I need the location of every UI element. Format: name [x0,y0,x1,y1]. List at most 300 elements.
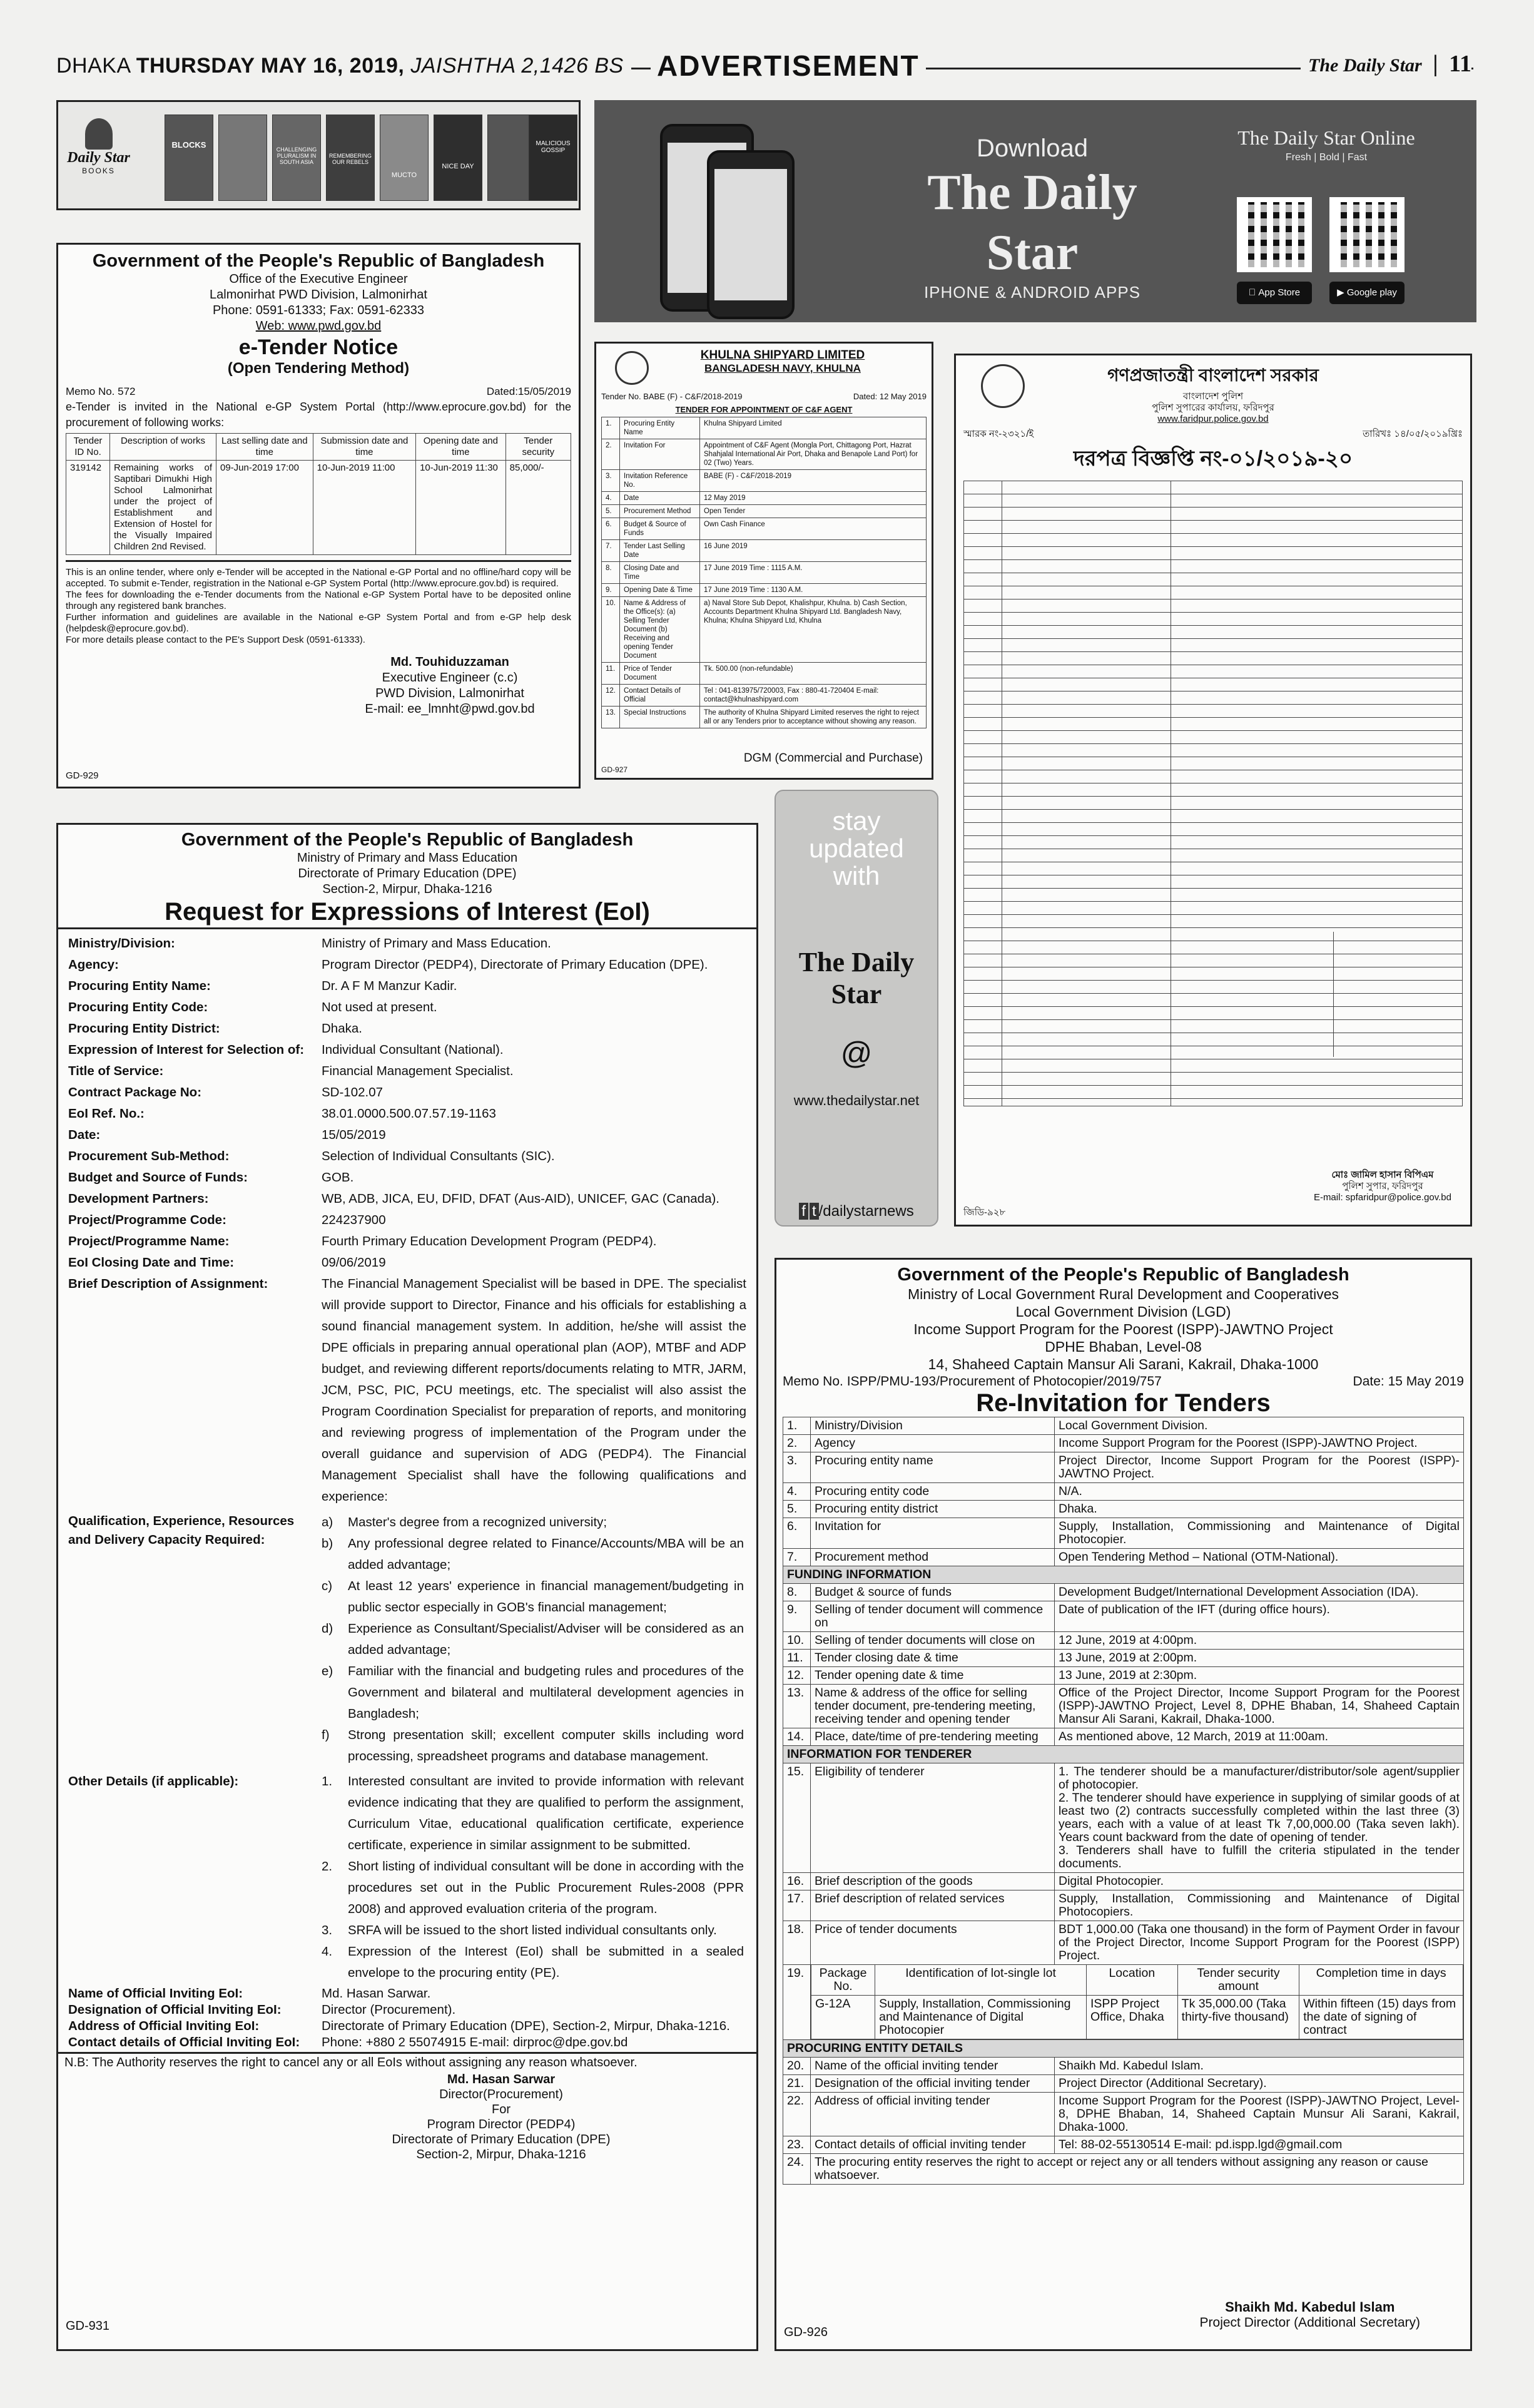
twitter-icon[interactable]: t [810,1203,819,1220]
row-number: 4. [602,492,620,505]
row-label: Name of Official Inviting EoI: [68,1986,243,2001]
table-row [602,707,927,728]
promo-download: Download [977,135,1088,162]
table-row [64,1252,750,1273]
dpe-nb: N.B: The Authority reserves the right to cancel any or all EoIs without assigning any reason whatsoever. [58,2052,756,2072]
stay-url[interactable]: www.thedailystar.net [793,1093,920,1108]
signatory-line: For [492,2103,510,2116]
table-row [783,1667,1464,1685]
pwd-division: Lalmonirhat PWD Division, Lalmonirhat [210,288,427,302]
paper-logo: The Daily Star [1308,55,1422,76]
list-item [322,1725,746,1767]
table-row [64,954,750,976]
row-label: Tender Last Selling Date [620,540,700,562]
qr-code-android[interactable] [1329,197,1404,272]
row-label: Procuring entity name [811,1452,1055,1483]
masthead-dateline [56,54,631,78]
row-value: Local Government Division. [1055,1417,1464,1435]
header-line: Income Support Program for the Poorest (ISPP)-JAWTNO Project [913,1321,1333,1337]
row-label: Project/Programme Code: [68,1213,226,1227]
signatory-line: Section-2, Mirpur, Dhaka-1216 [416,2148,586,2161]
row-number: 2. [783,1435,811,1452]
row-value: 38.01.0000.500.07.57.19-1163 [322,1106,496,1121]
row-number: 6. [602,518,620,540]
row-value: Open Tendering Method – National (OTM-National). [1055,1549,1464,1566]
row-number: 9. [602,584,620,597]
row-label: Designation of Official Inviting EoI: [68,2002,282,2017]
row-value: Project Director (Additional Secretary). [1055,2075,1464,2093]
table-row [602,417,927,439]
item-marker: 4. [322,1944,333,1959]
row-value: Date of publication of the IFT (during office hours). [1055,1601,1464,1632]
table-row [602,584,927,597]
row-label: Title of Service: [68,1064,164,1078]
col-header: Location [1086,1965,1177,1996]
row-label: Invitation for [811,1518,1055,1549]
promo-tagline: Fresh | Bold | Fast [1285,152,1368,163]
police-gov: গণপ্রজাতন্ত্রী বাংলাদেশ সরকার [1107,365,1319,385]
row-label: Selling of tender documents will close on [811,1632,1055,1650]
row-label: Invitation Reference No. [620,470,700,492]
row-value: a) Naval Store Sub Depot, Khalishpur, Khulna. b) Cash Section, Accounts Department Khulna Shipyard Ltd. Bangladesh Navy, Khulna; Khulna Shipyard Ltd, Khulna [700,597,927,663]
pwd-dated: Dated:15/05/2019 [486,385,571,397]
table-row [602,663,927,685]
row-value: 224237900 [322,1213,386,1227]
row-value: Fourth Primary Education Development Program (PEDP4). [322,1234,657,1248]
table-row [783,1890,1464,1921]
table-row [783,1452,1464,1483]
item-text: Familiar with the financial and budgeting rules and procedures of the Government and bilateral and multilateral development agencies in Bangladesh; [348,1664,744,1721]
row-number: 11. [783,1650,811,1667]
table-row [783,1650,1464,1667]
books-brand-sub: BOOKS [82,166,115,175]
row-value: 13 June, 2019 at 2:30pm. [1055,1667,1464,1685]
table-row [64,1039,750,1061]
row-label: Agency: [68,957,119,972]
item-marker: 3. [322,1923,333,1937]
row-label: Ministry/Division [811,1417,1055,1435]
table-row [64,1146,750,1167]
submission: 10-Jun-2019 11:00 [313,461,415,555]
row-label: Eligibility of tenderer [811,1763,1055,1873]
row-value: The authority of Khulna Shipyard Limited reserves the right to reject all or any Tenders prior to acceptance without showing any reason. [700,707,927,728]
row-value: Directorate of Primary Education (DPE), Section-2, Mirpur, Dhaka-1216. [322,2019,730,2033]
package-row [783,1965,1464,2040]
tender-id: 319142 [66,461,110,555]
row-label: EoI Ref. No.: [68,1106,145,1121]
col-header: Opening date and time [416,434,506,461]
item-marker: a) [322,1515,333,1529]
row-value: Program Director (PEDP4), Directorate of Primary Education (DPE). [322,957,708,972]
row-label: Procurement method [811,1549,1055,1566]
row-number: 3. [783,1452,811,1483]
col-header: Last selling date and time [216,434,313,461]
package-cell [811,1965,1464,2040]
section-header [783,1746,1464,1763]
table-row [64,1986,750,2002]
row-label: Development Partners: [68,1191,209,1206]
row-number: 13. [602,707,620,728]
book-cover[interactable] [380,115,429,201]
book-title: NICE DAY [442,163,474,170]
row-label: Contact details of official inviting tender [811,2136,1055,2154]
table-row [64,1018,750,1039]
row-value: Income Support Program for the Poorest (ISPP)-JAWTNO Project, Level-8, DPHE Bhaban, 14, Shaheed Captain Munsur Ali Sarani, Kakrail, Dhaka-1000. [1055,2093,1464,2136]
stay-updated-ad[interactable] [775,790,938,1227]
row-value: N/A. [1055,1483,1464,1501]
book-title: BLOCKS [171,140,206,150]
table-row [783,1728,1464,1746]
col-header: Tender ID No. [66,434,110,461]
criterion: 1. The tenderer should be a manufacturer/distributor/sole agent/supplier of photocopier. [1059,1765,1460,1792]
section-header [783,2040,1464,2058]
row-number: 4. [783,1483,811,1501]
row-label: Other Details (if applicable): [68,1774,239,1788]
row-label: Name & Address of the Office(s): (a) Selling Tender Document (b) Receiving and opening Tender Document [620,597,700,663]
table-row [602,597,927,663]
col-header: Description of works [110,434,216,461]
row-number: 7. [602,540,620,562]
row-label: Selling of tender document will commence on [811,1601,1055,1632]
row-value: Dr. A F M Manzur Kadir. [322,979,457,993]
pwd-memo: Memo No. 572 [66,385,136,397]
list-item [322,1533,746,1576]
item-text: Interested consultant are invited to provide information with relevant evidence indicating that they are qualified to perform the assignment, Curriculum Vitae, educational qualification certificate, experience certificate, experience in similar assignment to be submitted. [348,1774,744,1852]
row-number: 3. [602,470,620,492]
item-text: Strong presentation skill; excellent computer skills including word processing, spreadsheet programs and database management. [348,1728,744,1763]
row-value: Tel : 041-813975/720003, Fax : 880-41-720404 E-mail: contact@khulnashipyard.com [700,685,927,707]
page-number-block: The Daily Star | 11 [1301,50,1471,78]
signatory-name: Md. Touhiduzzaman [390,655,509,669]
table-row [783,1921,1464,1965]
row-value: Open Tender [700,505,927,518]
row-label: Procuring Entity Name [620,417,700,439]
row-number: 18. [783,1921,811,1965]
section-title: ADVERTISEMENT [651,49,926,83]
row-value: Individual Consultant (National). [322,1043,504,1057]
masthead-bengali-date: JAISHTHA 2,1426 BS [410,54,624,78]
table-row [783,2093,1464,2136]
item-marker: 1. [322,1774,333,1788]
item-marker: e) [322,1664,333,1678]
lgd-title: Re-Invitation for Tenders [976,1389,1271,1417]
pwd-web[interactable]: Web: www.pwd.gov.bd [255,319,382,333]
table-row [783,2075,1464,2093]
row-value: Md. Hasan Sarwar. [322,1986,431,2001]
row-value: Income Support Program for the Poorest (ISPP)-JAWTNO Project. [1055,1435,1464,1452]
eligibility-criteria [1055,1763,1464,1873]
section-title: FUNDING INFORMATION [783,1566,1464,1584]
table-row [64,1167,750,1188]
lgd-header-lines [783,1285,1464,1373]
books-brand: Daily Star [67,150,130,166]
row-value: 13 June, 2019 at 2:00pm. [1055,1650,1464,1667]
row-value: BDT 1,000.00 (Taka one thousand) in the form of Payment Order in favour of the Project Director, Income Support Program for the Poorest (ISPP) Project. [1055,1921,1464,1965]
row-label: Tender closing date & time [811,1650,1055,1667]
dpe-qual-table [64,1510,750,1986]
pwd-notice-title: e-Tender Notice [238,335,399,359]
navy-tender-no: Tender No. BABE (F) - C&F/2018-2019 [601,392,743,401]
row-label: Brief Description of Assignment: [68,1277,268,1291]
book-cover[interactable] [218,115,267,201]
navy-date: Dated: 12 May 2019 [853,392,927,401]
ad-code: জিডি-৯২৮ [963,1207,1006,1218]
signatory-title: Executive Engineer (c.c) [382,671,518,685]
row-label: Place, date/time of pre-tendering meeting [811,1728,1055,1746]
row-number: 20. [783,2058,811,2075]
masthead-city: DHAKA [56,54,130,78]
item-text: Short listing of individual consultant will be done in according with the procedures set out in the Public Procurement Rules-2008 (PPR 2008) and approved evaluation criteria of the program. [348,1859,744,1916]
row-number: 5. [783,1501,811,1518]
table-row [783,1873,1464,1890]
masthead-date: THURSDAY MAY 16, 2019, [136,54,405,78]
table-row [602,518,927,540]
app-download-banner[interactable] [594,100,1476,322]
row-value: The Financial Management Specialist will be based in DPE. The specialist will provide support to Director, Finance and his officials for establishing a sound financial management system. In addition, he/she will assist the DPE officials in preparing annual operational plan (AOP), MTBF and ADP budget, and reviewing different reports/documents relating to MTR, JARM, JCM, PSC, PIC, PCU meetings, etc. The specialist will also assist the Program Coordination Specialist for preparation of reports, and monitoring and reviewing progress of implementation of the Program under the overall guidance and supervision of ADG (PEDP4). The Financial Management Specialist shall have the following qualifications and experience: [322,1277,746,1504]
tender-security: 85,000/- [505,461,571,555]
table-row [783,1483,1464,1501]
row-number: 5. [602,505,620,518]
books-ad[interactable] [56,100,581,210]
row-label: Expression of Interest for Selection of: [68,1043,305,1057]
police-office: পুলিশ সুপারের কার্যালয়, ফরিদপুর [1152,402,1274,413]
at-icon: @ [840,1036,873,1071]
row-value: BABE (F) - C&F/2018-2019 [700,470,927,492]
row-value: GOB. [322,1170,354,1185]
book-cover[interactable] [529,115,577,201]
row-label: Price of Tender Document [620,663,700,685]
table-row [64,1510,750,1769]
lgd-date: Date: 15 May 2019 [1353,1374,1464,1389]
row-number: 8. [602,562,620,584]
signatory-email: E-mail: spfaridpur@police.gov.bd [1313,1192,1451,1203]
row-label: Closing Date and Time [620,562,700,584]
row-number: 14. [783,1728,811,1746]
table-row [783,1417,1464,1435]
row-label: Special Instructions [620,707,700,728]
row-value: SD-102.07 [322,1085,384,1099]
row-label: Designation of the official inviting tender [811,2075,1055,2093]
police-unit: বাংলাদেশ পুলিশ [1182,391,1244,402]
item-marker: 2. [322,1859,333,1874]
row-label: Procuring Entity District: [68,1021,220,1036]
criterion: 3. Tenderers shall have to fulfill the criteria stipulated in the tender documents. [1059,1844,1460,1870]
header-line: Ministry of Local Government Rural Development and Cooperatives [907,1286,1339,1302]
dpe-gov-title: Government of the People's Republic of Bangladesh [181,830,634,850]
table-row [64,2002,750,2018]
table-row [64,1231,750,1252]
table-row [602,685,927,707]
table-row [64,976,750,997]
row-value: Supply, Installation, Commissioning and Maintenance of Digital Photocopier. [1055,1518,1464,1549]
pwd-note: Further information and guidelines are available in the National e-GP System Portal and from e-GP help desk (helpdesk@eprocure.gov.bd). [66,612,571,634]
police-date: তারিখঃ ১৪/০৫/২০১৯খ্রিঃ [1363,429,1463,439]
row-value: Supply, Installation, Commissioning and Maintenance of Digital Photocopiers. [1055,1890,1464,1921]
row-value: Tel: 88-02-55130514 E-mail: pd.ispp.lgd@gmail.com [1055,2136,1464,2154]
item-text: Experience as Consultant/Specialist/Adviser will be considered as an added advantage; [348,1621,744,1657]
lgd-memo: Memo No. ISPP/PMU-193/Procurement of Photocopier/2019/757 [783,1374,1162,1389]
qr-code-ios[interactable] [1237,197,1312,272]
dpe-title: Request for Expressions of Interest (EoI) [165,898,650,926]
dpe-eoi-notice [56,823,758,2351]
row-label: Budget & Source of Funds [620,518,700,540]
books-logo [66,118,131,175]
table-row [602,470,927,492]
section-title: PROCURING ENTITY DETAILS [783,2040,1464,2058]
last-selling: 09-Jun-2019 17:00 [216,461,313,555]
social-handle: /dailystarnews [818,1203,914,1220]
police-table [963,481,1463,1106]
row-number: 21. [783,2075,811,2093]
row-number: 16. [783,1873,811,1890]
row-label: Date [620,492,700,505]
pwd-tender-table [66,433,571,555]
row-number: 23. [783,2136,811,2154]
pwd-gov-title: Government of the People's Republic of Bangladesh [92,251,545,271]
row-label: Procuring Entity Code: [68,1000,208,1014]
row-number: 19. [783,1965,811,2040]
row-number: 7. [783,1549,811,1566]
row-value: Project Director, Income Support Program for the Poorest (ISPP)-JAWTNO Project. [1055,1452,1464,1483]
row-number: 12. [602,685,620,707]
social-row[interactable] [776,1203,937,1220]
google-play-button[interactable] [1329,282,1404,304]
police-web[interactable]: www.faridpur.police.gov.bd [1157,414,1269,424]
package-table [811,1965,1463,2039]
ad-code: GD-931 [66,2319,110,2333]
row-value: 12 May 2019 [700,492,927,505]
header-line: DPHE Bhaban, Level-08 [1045,1339,1202,1355]
signatory-line: Director(Procurement) [439,2088,563,2101]
row-value: Shaikh Md. Kabedul Islam. [1055,2058,1464,2075]
lgd-table [783,1417,1464,2185]
row-number: 15. [783,1763,811,1873]
row-number: 22. [783,2093,811,2136]
row-number: 13. [783,1685,811,1728]
table-row [602,439,927,470]
row-number: 10. [602,597,620,663]
table-header [811,1965,1463,1996]
book-title: MALICIOUS GOSSIP [536,140,571,154]
police-tender-notice [954,354,1472,1227]
police-title: দরপত্র বিজ্ঞপ্তি নং-০১/২০১৯-২০ [1073,447,1353,471]
table-row [64,1210,750,1231]
row-number: 2. [602,439,620,470]
table-row [783,1763,1464,1873]
navy-emblem-icon [615,351,649,385]
table-row [602,492,927,505]
row-label: Procuring entity code [811,1483,1055,1501]
lgd-gov-title: Government of the People's Republic of Bangladesh [897,1265,1349,1285]
row-value: Director (Procurement). [322,2002,456,2017]
row-number: 6. [783,1518,811,1549]
table-row [811,1996,1463,2039]
table-row [783,1685,1464,1728]
criterion: 2. The tenderer should have experience in supplying of similar goods of at least two (2) contracts successfully completed within the last three (3) years, each with a value of at least Tk 7,00,000.00 (Taka seven lakh). Years count backward from the date of opening of tender. [1059,1791,1460,1844]
package-cell-value: Supply, Installation, Commissioning and Maintenance of Digital Photocopier [875,1996,1087,2039]
facebook-icon[interactable]: f [799,1203,808,1220]
lgd-reinvitation-notice [775,1258,1472,2351]
table-row [64,997,750,1018]
row-number: 1. [783,1417,811,1435]
row-label: Ministry/Division: [68,936,175,951]
row-value: Phone: +880 2 55074915 E-mail: dirproc@dpe.gov.bd [322,2035,628,2049]
table-header [66,434,571,461]
row-label: Address of official inviting tender [811,2093,1055,2136]
item-marker: d) [322,1621,333,1636]
table-row [783,2136,1464,2154]
signatory-line: Program Director (PEDP4) [427,2118,576,2131]
table-row [783,1549,1464,1566]
police-memo: স্মারক নং-২৩২১/ই [963,429,1034,439]
list-item [322,1856,746,1920]
book-title: CHALLENGING PLURALISM IN SOUTH ASIA [276,146,317,165]
row-value: WB, ADB, JICA, EU, DFID, DFAT (Aus-AID), UNICEF, GAC (Canada). [322,1191,719,1206]
other-list [322,1771,746,1984]
promo-logo: The Daily Star [927,165,1137,280]
signatory-name: Md. Hasan Sarwar [447,2073,556,2086]
navy-title: TENDER FOR APPOINTMENT OF C&F AGENT [675,405,853,414]
ad-code: GD-927 [601,765,628,774]
table-row [783,1435,1464,1452]
row-label: Date: [68,1128,101,1142]
phone-illustration [707,150,795,319]
book-cover[interactable] [165,115,213,201]
book-title: REMEMBERING OUR REBELS [328,153,372,165]
book-cover[interactable] [272,115,321,201]
book-cover[interactable] [326,115,375,201]
navy-tender-notice [594,342,933,780]
list-item [322,1941,746,1984]
row-number: 12. [783,1667,811,1685]
section-title: INFORMATION FOR TENDERER [783,1746,1464,1763]
row-number: 1. [602,417,620,439]
col-header: Tender security [505,434,571,461]
row-value: 17 June 2019 Time : 1115 A.M. [700,562,927,584]
owl-icon [85,118,113,150]
row-value: Appointment of C&F Agent (Mongla Port, Chittagong Port, Hazrat Shahjalal International Air Port, Dhaka and Benapole Land Port) for 02 (Two) Years. [700,439,927,470]
row-number: 9. [783,1601,811,1632]
row-label: Contact details of Official Inviting EoI: [68,2035,300,2049]
promo-apps: IPHONE & ANDROID APPS [923,283,1141,302]
row-value: 15/05/2019 [322,1128,386,1142]
row-value: As mentioned above, 12 March, 2019 at 11:00am. [1055,1728,1464,1746]
table-row [602,505,927,518]
signatory-office: PWD Division, Lalmonirhat [375,686,524,700]
list-item [322,1576,746,1618]
row-label: Project/Programme Name: [68,1234,230,1248]
row-label: Opening Date & Time [620,584,700,597]
row-label: Contract Package No: [68,1085,202,1099]
navy-company: KHULNA SHIPYARD LIMITED [700,349,865,362]
police-emblem-icon [981,364,1025,408]
list-item [322,1661,746,1725]
apple-icon [1249,287,1258,298]
row-value: Dhaka. [322,1021,362,1036]
table-row [64,1103,750,1125]
navy-table [601,417,927,728]
table-row [64,1082,750,1103]
item-marker: f) [322,1728,330,1742]
book-cover[interactable] [434,115,482,201]
package-cell-value: ISPP Project Office, Dhaka [1086,1996,1177,2039]
row-label: Brief description of related services [811,1890,1055,1921]
table-row [64,1125,750,1146]
pwd-etender-notice [56,243,581,788]
app-store-button[interactable] [1237,282,1312,304]
row-number: 17. [783,1890,811,1921]
dpe-main-table [64,933,750,1508]
